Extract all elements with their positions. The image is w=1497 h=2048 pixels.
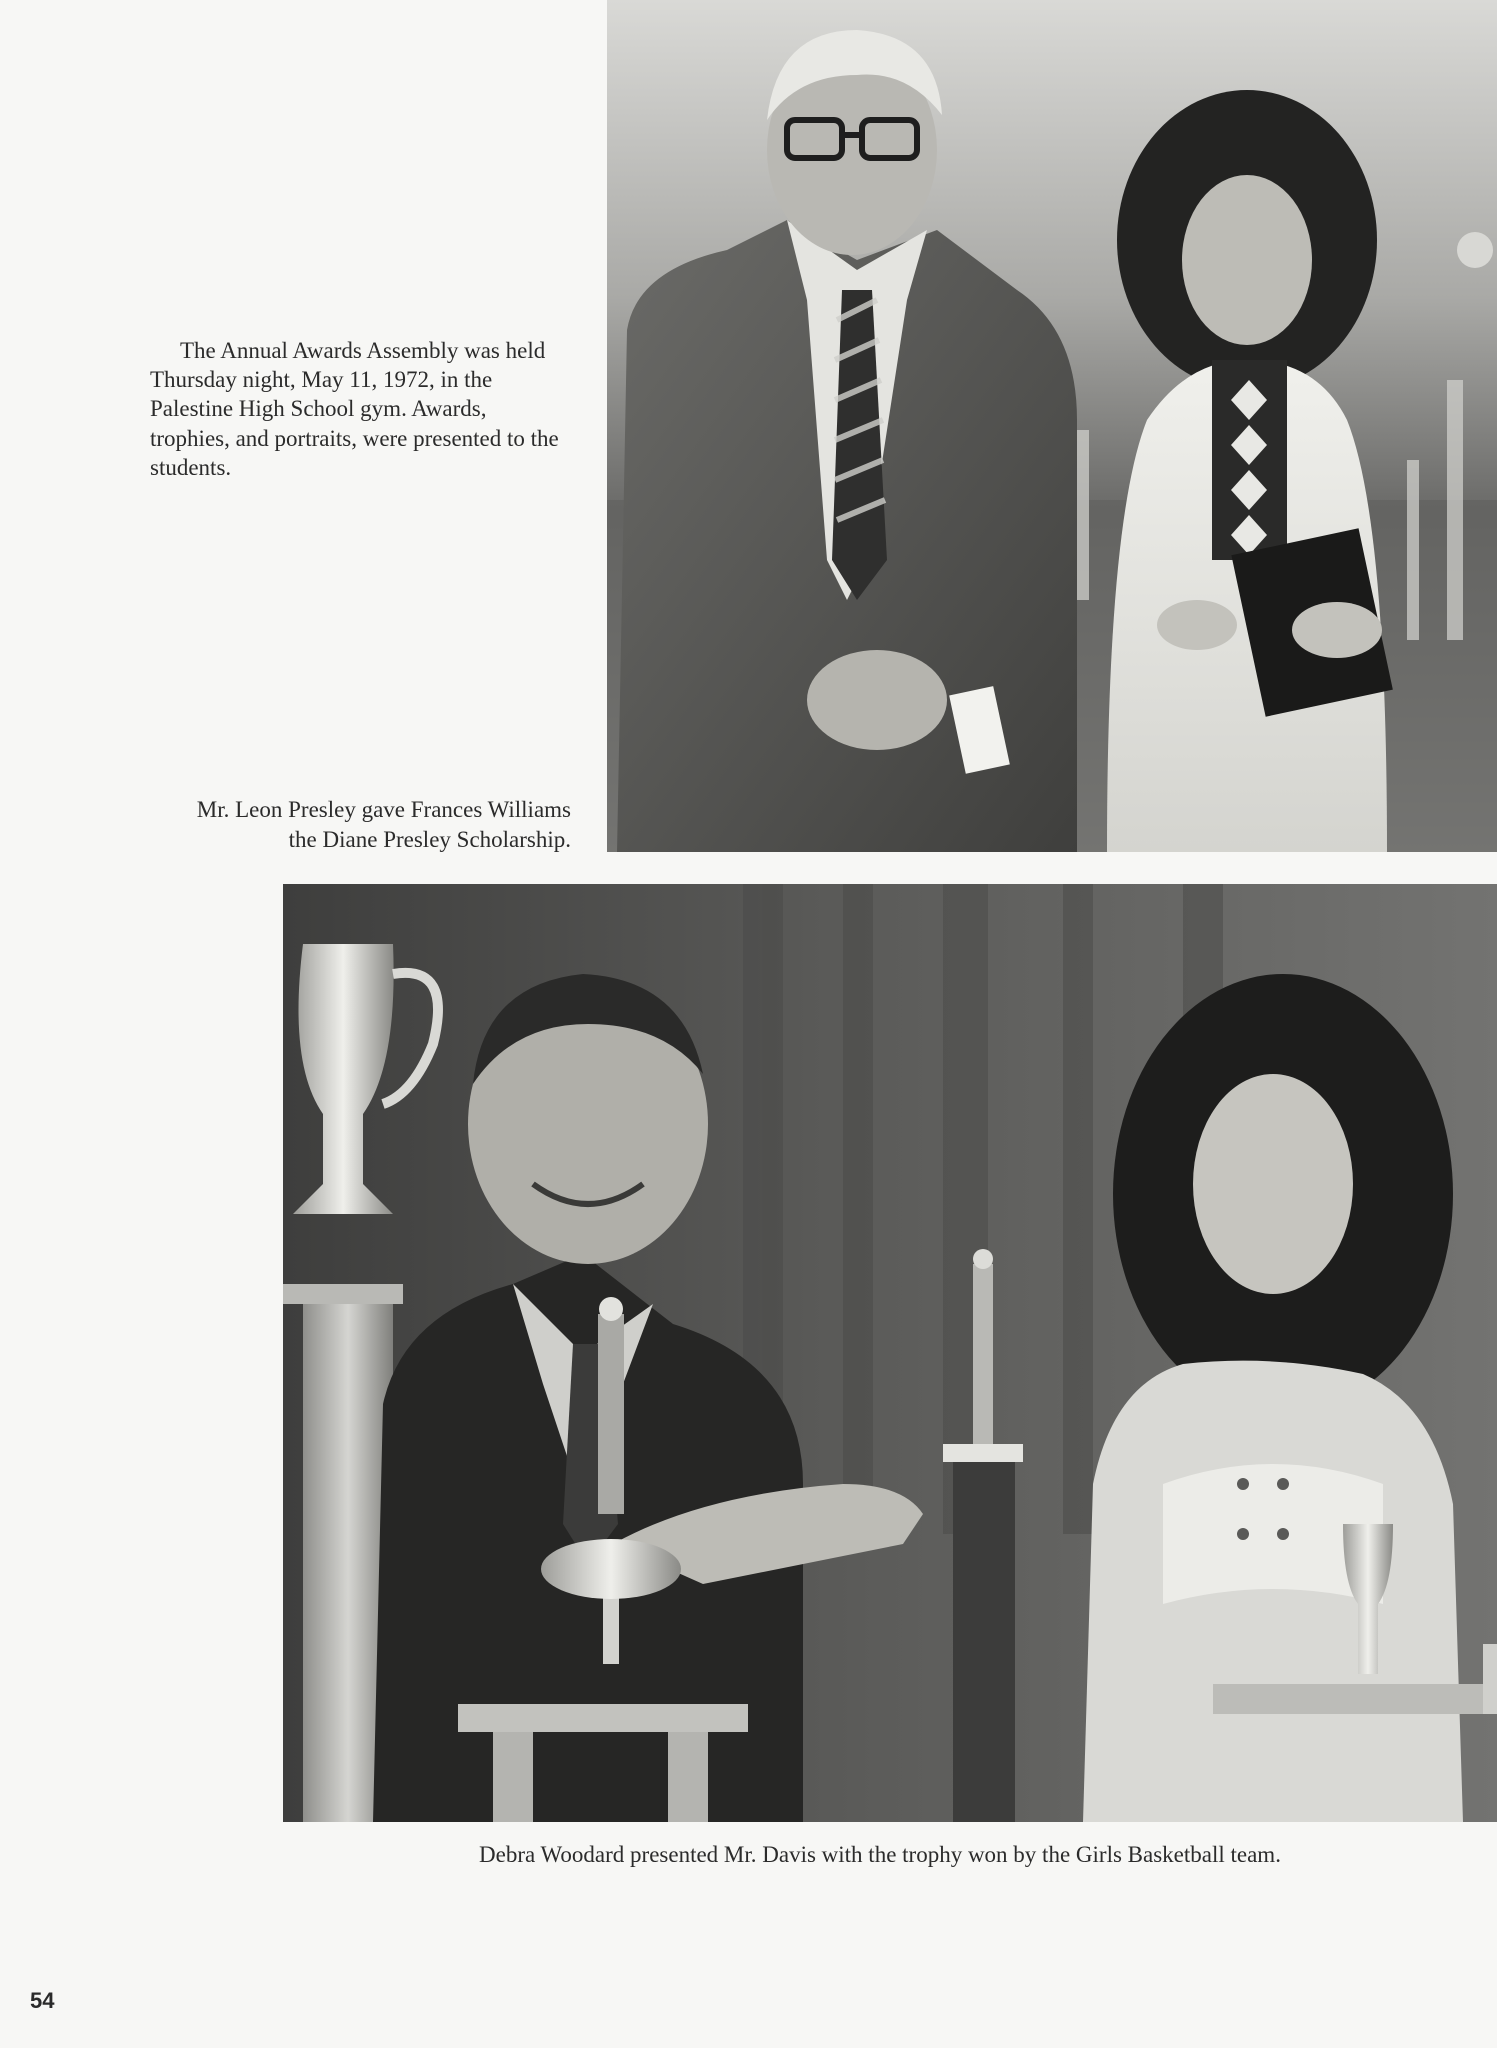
intro-caption (150, 336, 570, 482)
trophy-photo-caption: Debra Woodard presented Mr. Davis with the trophy won by the Girls Basketball team. (479, 1842, 1281, 1867)
trophy-photo-image (283, 884, 1497, 1822)
presley-photo-caption: Mr. Leon Presley gave Frances Williams the Diane Presley Scholarship. (196, 797, 571, 852)
page-number: 54 (30, 1988, 55, 2013)
presley-scholarship-photo (607, 0, 1497, 852)
basketball-trophy-photo (283, 884, 1497, 1822)
presley-photo-image (607, 0, 1497, 852)
intro-text: The Annual Awards Assembly was held Thursday night, May 11, 1972, in the Palestine High School gym. Awards, trophies, and portraits, were presented to the students. (150, 338, 559, 480)
